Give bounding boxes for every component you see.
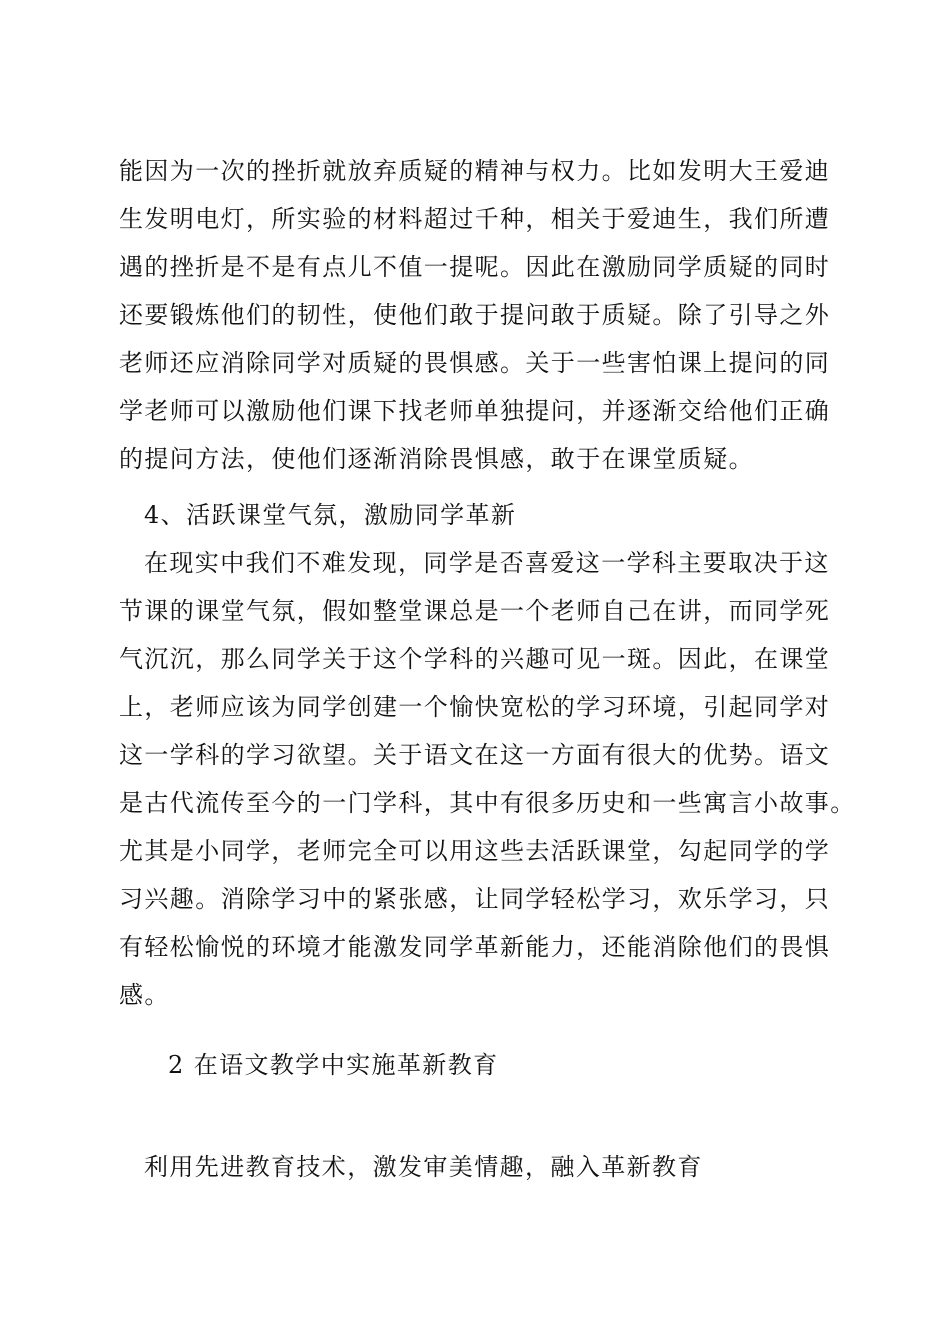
subsection-heading: 利用先进教育技术，激发审美情趣，融入革新教育 [144, 1153, 703, 1181]
paragraph-line: 感。 [119, 981, 170, 1009]
paragraph-line: 气沉沉，那么同学关于这个学科的兴趣可见一斑。因此，在课堂 [119, 645, 831, 673]
paragraph-line: 有轻松愉悦的环境才能激发同学革新能力，还能消除他们的畏惧 [119, 933, 831, 961]
paragraph-line: 生发明电灯，所实验的材料超过千种，相关于爱迪生，我们所遭 [119, 205, 831, 233]
paragraph-line: 在现实中我们不难发现，同学是否喜爱这一学科主要取决于这 [144, 549, 830, 577]
paragraph-line: 尤其是小同学，老师完全可以用这些去活跃课堂，勾起同学的学 [119, 837, 831, 865]
paragraph-line: 还要锻炼他们的韧性，使他们敢于提问敢于质疑。除了引导之外 [119, 301, 831, 329]
paragraph-line: 能因为一次的挫折就放弃质疑的精神与权力。比如发明大王爱迪 [119, 157, 831, 185]
paragraph-line: 的提问方法，使他们逐渐消除畏惧感，敢于在课堂质疑。 [119, 445, 754, 473]
paragraph-line: 遇的挫折是不是有点儿不值一提呢。因此在激励同学质疑的同时 [119, 253, 831, 281]
paragraph-line: 是古代流传至今的一门学科，其中有很多历史和一些寓言小故事。 [119, 789, 856, 817]
paragraph-line: 老师还应消除同学对质疑的畏惧感。关于一些害怕课上提问的同 [119, 349, 831, 377]
paragraph-line: 上，老师应该为同学创建一个愉快宽松的学习环境，引起同学对 [119, 693, 831, 721]
paragraph-line: 节课的课堂气氛，假如整堂课总是一个老师自己在讲，而同学死 [119, 597, 831, 625]
paragraph-line: 这一学科的学习欲望。关于语文在这一方面有很大的优势。语文 [119, 741, 831, 769]
section-title: 2 在语文教学中实施革新教育 [168, 1051, 499, 1079]
paragraph-line: 习兴趣。消除学习中的紧张感，让同学轻松学习，欢乐学习，只 [119, 885, 831, 913]
section-heading: 4、活跃课堂气氛，激励同学革新 [144, 501, 517, 529]
paragraph-line: 学老师可以激励他们课下找老师单独提问，并逐渐交给他们正确 [119, 397, 831, 425]
